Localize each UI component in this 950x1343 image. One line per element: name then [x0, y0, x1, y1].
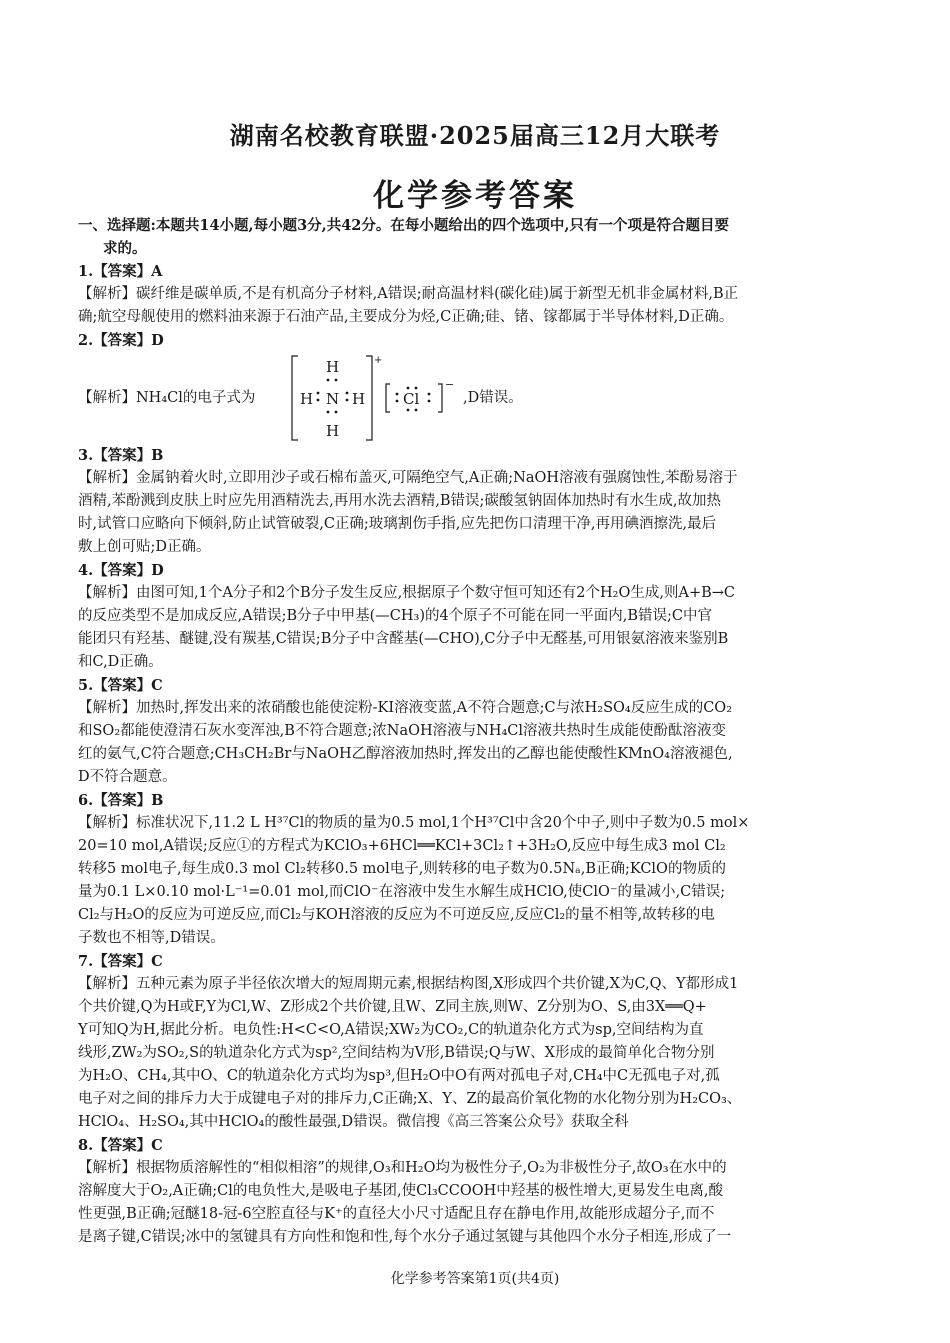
answer-label: 7.【答案】C — [78, 953, 163, 970]
analysis-line: 红的氨气,C符合题意;CH₃CH₂Br与NaOH乙醇溶液加热时,挥发出的乙醇也能使酸性KMnO₄溶液褪色, — [78, 746, 733, 762]
analysis-line: Y可知Q为H,据此分析。电负性:H<C<O,A错误;XW₂为CO₂,C的轨道杂化方式为sp,空间结构为直 — [78, 1022, 704, 1038]
answer-content — [78, 214, 874, 1249]
cl-atom: Cl — [403, 390, 420, 408]
answer-label: 3.【答案】B — [78, 447, 164, 464]
analysis-line: HClO₄、H₂SO₄,其中HClO₄的酸性最强,D错误。微信搜《高三答案公众号》获取全科 — [78, 1114, 629, 1130]
analysis-line: 【解析】加热时,挥发出来的浓硝酸也能使淀粉-KI溶液变蓝,A不符合题意;C与浓H₂SO₄反应生成的CO₂ — [78, 700, 733, 716]
analysis-line: 【解析】五种元素为原子半径依次增大的短周期元素,根据结构图,X形成四个共价键,X为C,Q、Y都形成1 — [78, 976, 739, 992]
analysis-line: 时,试管口应略向下倾斜,防止试管破裂,C正确;玻璃割伤手指,应先把伤口清理干净,再用碘酒擦洗,最后 — [78, 516, 717, 532]
analysis-line-tail: ,D错误。 — [463, 390, 523, 406]
analysis-line: 【解析】标准状况下,11.2 L H³⁷Cl的物质的量为0.5 mol,1个H³⁷Cl中含20个中子,则中子数为0.5 mol× — [78, 815, 750, 831]
analysis-line: 是离子键,C错误;冰中的氢键具有方向性和饱和性,每个水分子通过氢键与其他四个水分子相连,形成了一 — [78, 1229, 732, 1245]
answer-label: 1.【答案】A — [78, 263, 163, 280]
analysis-line: 子数也不相等,D错误。 — [78, 930, 225, 946]
h-right: H — [352, 390, 366, 408]
analysis-line: 【解析】金属钠着火时,立即用沙子或石棉布盖灭,可隔绝空气,A正确;NaOH溶液有强腐蚀性,苯酚易溶于 — [78, 470, 738, 486]
subject-title: 化学参考答案 — [373, 178, 577, 214]
analysis-line: 为H₂O、CH₄,其中O、C的轨道杂化方式均为sp³,但H₂O中O有两对孤电子对,CH₄中C无孤电子对,孤 — [78, 1068, 720, 1084]
analysis-line: 【解析】NH₄Cl的电子式为 — [78, 390, 256, 406]
analysis-line: 酒精,苯酚溅到皮肤上时应先用酒精洗去,再用水洗去酒精,B错误;碳酸氢钠固体加热时有水生成,故加热 — [78, 493, 721, 509]
h-left: H — [300, 390, 314, 408]
section-heading-cont: 求的。 — [103, 240, 147, 257]
answer-label: 2.【答案】D — [78, 332, 164, 349]
anion-charge: − — [445, 378, 455, 391]
analysis-line: 个共价键,Q为H或F,Y为Cl,W、Z形成2个共价键,且W、Z同主族,则W、Z分别为O、S,由3X══Q+ — [78, 999, 707, 1015]
n-atom: N — [326, 390, 340, 408]
analysis-line: 能团只有羟基、醚键,没有羰基,C错误;B分子中含醛基(—CHO),C分子中无醛基,可用银氨溶液来鉴别B — [78, 631, 729, 647]
nh4cl-electron-formula — [290, 352, 460, 444]
page-footer: 化学参考答案第1页(共4页) — [390, 1271, 560, 1287]
analysis-line: 和C,D正确。 — [78, 654, 163, 670]
analysis-line: 【解析】碳纤维是碳单质,不是有机高分子材料,A错误;耐高温材料(碳化硅)属于新型无机非金属材料,B正 — [78, 286, 739, 302]
analysis-line: 性更强,B正确;冠醚18-冠-6空腔直径与K⁺的直径大小尺寸适配且存在静电作用,故能形成超分子,而不 — [78, 1206, 715, 1222]
answer-label: 5.【答案】C — [78, 677, 163, 694]
cation-charge: + — [374, 355, 383, 366]
analysis-line: 和SO₂都能使澄清石灰水变浑浊,B不符合题意;浓NaOH溶液与NH₄Cl溶液共热时生成能使酚酞溶液变 — [78, 723, 727, 739]
analysis-line: 转移5 mol电子,每生成0.3 mol Cl₂转移0.5 mol电子,则转移的电子数为0.5Nₐ,B正确;KClO的物质的 — [78, 861, 726, 877]
analysis-line: 【解析】由图可知,1个A分子和2个B分子发生反应,根据原子个数守恒可知还有2个H₂O生成,则A+B→C — [78, 585, 735, 601]
analysis-line: 线形,ZW₂为SO₂,S的轨道杂化方式为sp²,空间结构为V形,B错误;Q与W、X形成的最简单化合物分别 — [78, 1045, 715, 1061]
answer-label: 4.【答案】D — [78, 562, 164, 579]
q2-analysis-block — [78, 352, 874, 444]
analysis-line: 20=10 mol,A错误;反应①的方程式为KClO₃+6HCl══KCl+3Cl₂↑+3H₂O,反应中每生成3 mol Cl₂ — [78, 838, 726, 854]
exam-title: 湖南名校教育联盟·2025届高三12月大联考 — [229, 121, 721, 150]
analysis-line: 确;航空母舰使用的燃料油来源于石油产品,主要成分为烃,C正确;硅、锗、镓都属于半导体材料,D正确。 — [78, 309, 734, 325]
analysis-line: 溶解度大于O₂,A正确;Cl的电负性大,是吸电子基团,使Cl₃CCOOH中羟基的极性增大,更易发生电离,酸 — [78, 1183, 723, 1199]
analysis-line: 【解析】根据物质溶解性的“相似相溶”的规律,O₃和H₂O均为极性分子,O₂为非极性分子,故O₃在水中的 — [78, 1160, 727, 1176]
analysis-line: 的反应类型不是加成反应,A错误;B分子中甲基(—CH₃)的4个原子不可能在同一平面内,B错误;C中官 — [78, 608, 712, 624]
analysis-line: Cl₂与H₂O的反应为可逆反应,而Cl₂与KOH溶液的反应为不可逆反应,反应Cl₂的量不相等,故转移的电 — [78, 907, 715, 923]
answer-label: 6.【答案】B — [78, 792, 164, 809]
h-top: H — [326, 358, 340, 376]
analysis-line: D不符合题意。 — [78, 769, 177, 785]
analysis-line: 量为0.1 L×0.10 mol·L⁻¹=0.01 mol,而ClO⁻在溶液中发生水解生成HClO,使ClO⁻的量减小,C错误; — [78, 884, 726, 900]
analysis-line: 敷上创可贴;D正确。 — [78, 539, 211, 555]
answer-label: 8.【答案】C — [78, 1137, 163, 1154]
h-bottom: H — [326, 422, 340, 440]
section-heading: 一、选择题:本题共14小题,每小题3分,共42分。在每小题给出的四个选项中,只有一个项是符合题目要 — [78, 217, 729, 234]
analysis-line: 电子对之间的排斥力大于成键电子对的排斥力,C正确;X、Y、Z的最高价氧化物的水化物分别为H₂CO₃、 — [78, 1091, 742, 1107]
